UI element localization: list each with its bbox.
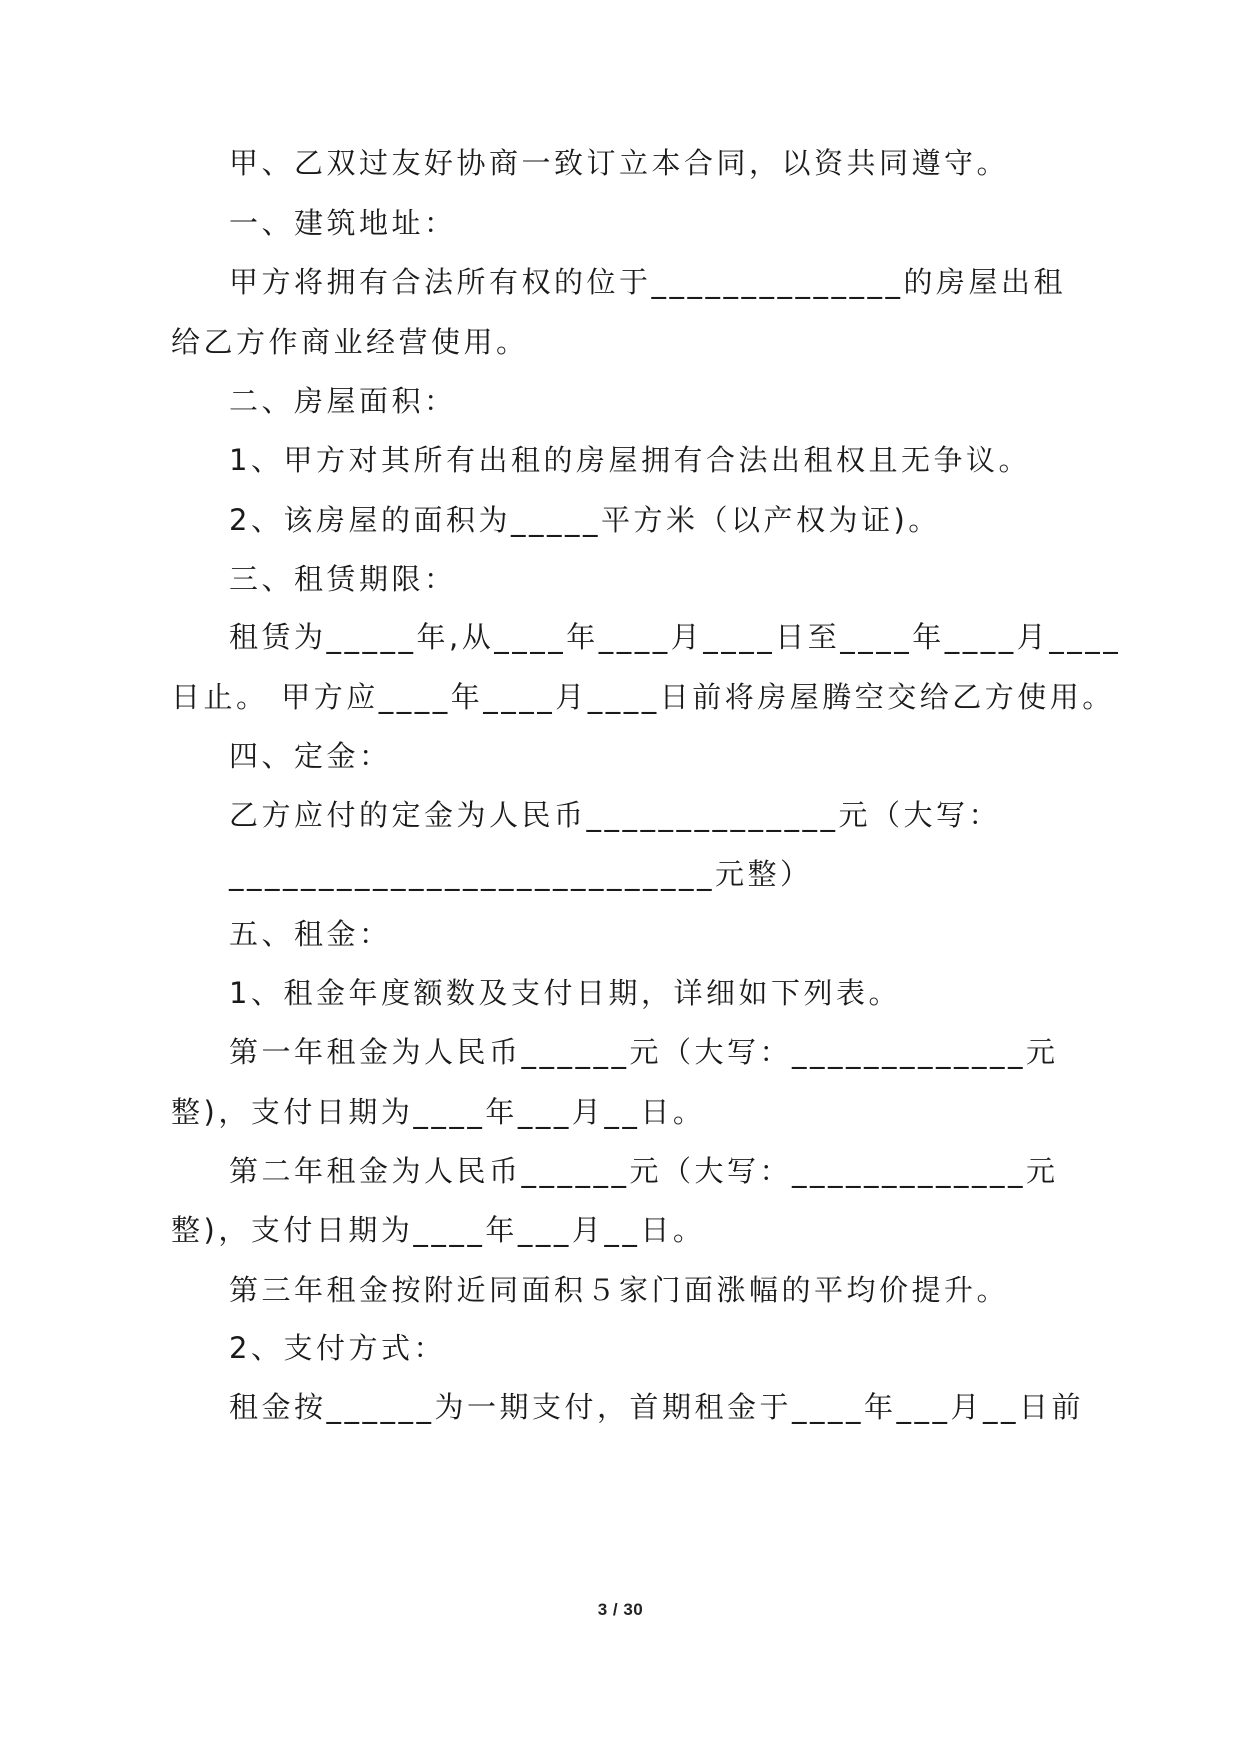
- text-line: 第一年租金为人民币______元（大写：_____________元: [229, 1035, 1059, 1069]
- section-heading: 2、支付方式：: [229, 1331, 446, 1365]
- text-line: 日止。 甲方应____年____月____日前将房屋腾空交给乙方使用。: [171, 680, 1115, 714]
- text-line: 1、租金年度额数及支付日期，详细如下列表。: [229, 976, 901, 1010]
- page-number: 3 / 30: [597, 1600, 644, 1619]
- text-line: 租金按______为一期支付，首期租金于____年___月__日前: [229, 1390, 1085, 1424]
- text-line: 乙方应付的定金为人民币______________元（大写：: [229, 798, 1002, 832]
- text-line: 1、甲方对其所有出租的房屋拥有合法出租权且无争议。: [229, 443, 1031, 477]
- section-heading: 三、租赁期限：: [229, 562, 457, 596]
- text-line: 第二年租金为人民币______元（大写：_____________元: [229, 1154, 1059, 1188]
- text-line: 整)，支付日期为____年___月__日。: [171, 1095, 706, 1129]
- text-line: 整)，支付日期为____年___月__日。: [171, 1213, 706, 1247]
- text-line: 租赁为_____年,从____年____月____日至____年____月____: [229, 620, 1122, 654]
- section-heading: 五、租金：: [229, 917, 392, 951]
- text-line: 第三年租金按附近同面积５家门面涨幅的平均价提升。: [229, 1273, 1010, 1307]
- text-line: 甲、乙双过友好协商一致订立本合同，以资共同遵守。: [229, 146, 1010, 180]
- section-heading: 四、定金：: [229, 739, 392, 773]
- section-heading: 二、房屋面积：: [229, 384, 457, 418]
- text-line: 给乙方作商业经营使用。: [171, 325, 529, 359]
- text-line: 甲方将拥有合法所有权的位于______________的房屋出租: [229, 265, 1067, 299]
- text-line: ___________________________元整）: [229, 857, 813, 891]
- section-heading: 一、建筑地址：: [229, 206, 457, 240]
- text-line: 2、该房屋的面积为_____平方米（以产权为证)。: [229, 503, 941, 537]
